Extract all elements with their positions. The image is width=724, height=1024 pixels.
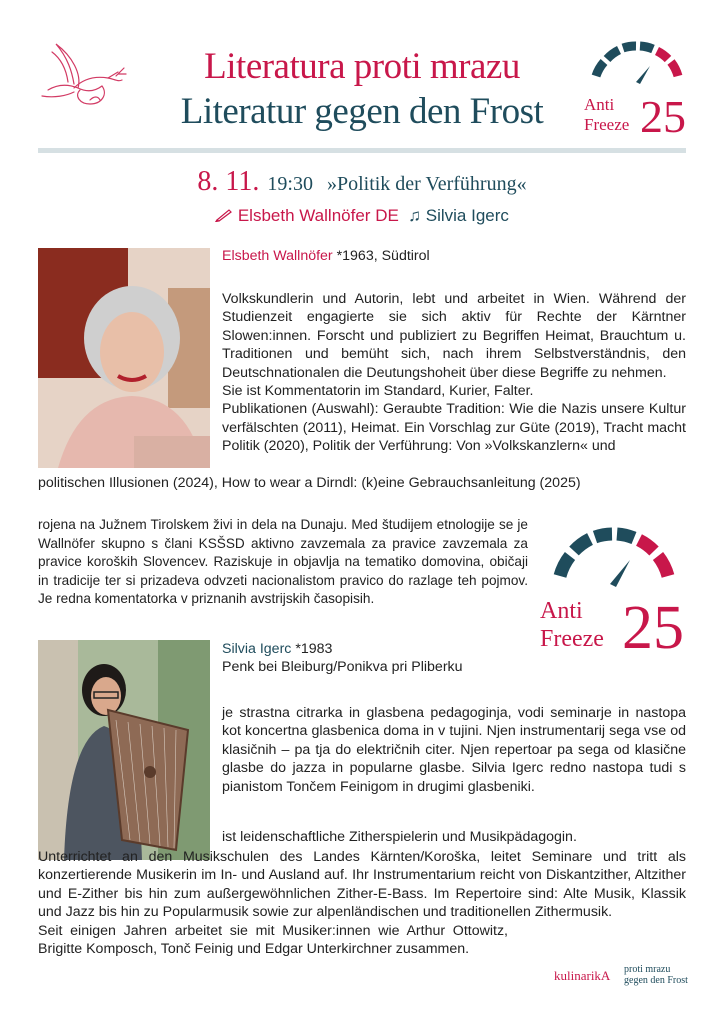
header-rule — [38, 148, 686, 153]
footer-tagline-line1: proti mrazu — [624, 964, 671, 975]
elsbeth-heading — [222, 248, 430, 264]
logo-number: 25 — [622, 594, 684, 654]
silvia-bio-german — [38, 848, 686, 958]
footer-brand: kulinarikA — [554, 968, 611, 983]
credit-author-language: DE — [375, 206, 399, 225]
pen-icon — [215, 208, 233, 222]
portrait-silvia-igerc — [38, 640, 210, 860]
credit-author: Elsbeth Wallnöfer — [237, 206, 371, 225]
silvia-bio-german-p3: Seit einigen Jahren arbeitet sie mit Musiker:innen wie Arthur Ottowitz, Brigitte Komposch, Tonč Feinig und Edgar Unterkirchner zusammen. — [38, 922, 508, 958]
silvia-meta: *1983 — [295, 641, 333, 657]
anti-freeze-gauge-icon — [538, 522, 686, 654]
elsbeth-name: Elsbeth Wallnöfer — [222, 248, 333, 264]
music-note-icon: ♫ — [408, 206, 422, 225]
elsbeth-meta: *1963, Südtirol — [336, 248, 430, 264]
event-title: »Politik der Verführung« — [326, 173, 527, 195]
elsbeth-bio-german-p1: Volkskundlerin und Autorin, lebt und arbeitet in Wien. Während der Studienzeit engagierte sie sich aktiv für Rechte der Kärntner Slowen:innen. Forscht und publiziert zu Begriffen Heimat, Brauchtum u. Traditionen und bemüht sich, nach ihrem Selbstverständnis, den Deutschnationalen die Deutungshoheit über diese Begriffe zu nehmen. — [222, 291, 686, 381]
logo-word-anti: Anti — [540, 598, 583, 624]
footer-tagline — [624, 964, 688, 986]
elsbeth-bio-slovenian: rojena na Južnem Tirolskem živi in dela na Dunaju. Med študijem etnologije se je Wallnöfer skupno s člani KSŠSD aktivno zavzemala za pravice zavzemala za pravice koroških Slovencev. Raziskuje in objavlja na tematiko domovina, običaji in tradicije ter si prizadeva odvzeti nacionalistom pravico do razlage teh pojmov. Je redna komentatorka v priznanih avstrijskih časopisih. — [38, 517, 528, 607]
credit-musician: Silvia Igerc — [425, 206, 509, 225]
silvia-bio-german-intro: ist leidenschaftliche Zitherspielerin und Musikpädagogin. — [222, 829, 577, 845]
elsbeth-bio-german-p2: Sie ist Kommentatorin im Standard, Kurier, Falter. — [222, 383, 534, 400]
title-german: Literatur gegen den Frost — [180, 91, 544, 132]
elsbeth-bio-german-p3: Publikationen (Auswahl): Geraubte Tradition: Wie die Nazis unsere Kultur verfälschten (2011), Heimat. Ein Vorschlag zur Güte (2019), Tracht macht Politik (2020), Politik der Verführung: Von »Volkskanzlern« und — [222, 401, 686, 455]
elsbeth-bio-german-tail: politischen Illusionen (2024), How to wear a Dirndl: (k)eine Gebrauchsanleitung (2025) — [38, 475, 581, 491]
logo-word-anti: Anti — [584, 95, 615, 114]
silvia-name: Silvia Igerc — [222, 641, 292, 657]
title-slovenian: Literatura proti mrazu — [204, 46, 520, 87]
silvia-bio-german-p2: Unterrichtet an den Musikschulen des Landes Kärnten/Koroška, leitet Seminare und tritt als konzertierende Musikerin im In- und Ausland auf. Ihr Instrumentarium reicht von Diskantzither, Altzither und E-Zither bis hin zum außergewöhnlichen Zither-E-Bass. Im Repertoire sind: Alte Musik, Klassik und Jazz bis hin zu Popularmusik sowie zur alpenländischen und traditionellen Zithermusik. — [38, 849, 686, 921]
event-date: 8. 11. — [197, 166, 260, 197]
silvia-place: Penk bei Bleiburg/Ponikva pri Pliberku — [222, 659, 463, 676]
event-time: 19:30 — [267, 173, 313, 195]
portrait-elsbeth-wallnoefer — [38, 248, 210, 468]
silvia-bio-slovenian: je strastna citrarka in glasbena pedagoginja, vodi seminarje in nastopa kot koncertna glasbenica doma in v tujini. Njen instrumentarij sega vse od klasičnih – pa tja do električnih citer. Njen repertoar pa sega od klasične glasbe do jazza in popularne glasbe. Silvia Igerc redno nastopa tudi s pianistom Tončem Feinigom in drugimi glasbeniki. — [222, 705, 686, 795]
silvia-heading — [222, 640, 463, 677]
elsbeth-bio-german — [222, 290, 686, 456]
footer-tagline-line2: gegen den Frost — [624, 975, 688, 986]
logo-word-freeze: Freeze — [540, 626, 604, 652]
anti-freeze-gauge-icon — [584, 38, 688, 138]
credits-line — [0, 206, 724, 226]
logo-word-freeze: Freeze — [584, 115, 630, 134]
event-line — [0, 166, 724, 198]
logo-number: 25 — [640, 91, 686, 138]
